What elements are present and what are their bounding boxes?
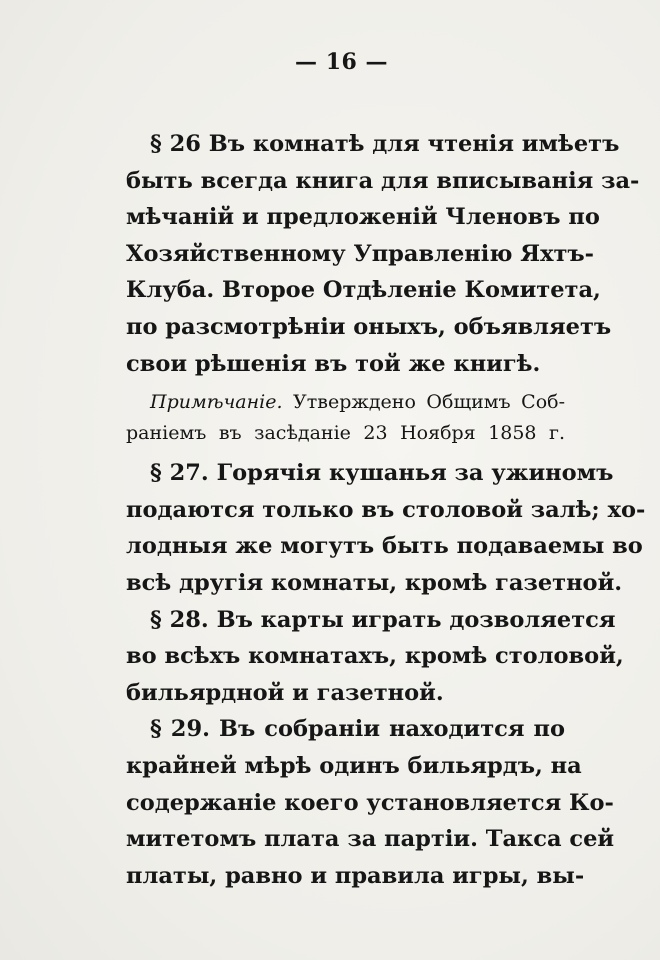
note-block — [126, 387, 565, 449]
section-28 — [126, 602, 624, 712]
section-26 — [126, 126, 640, 382]
text-line: подаются только въ столовой залѣ; хо- — [126, 496, 646, 523]
text-line: бильярдной и газетной. — [126, 679, 444, 706]
note-line — [126, 387, 565, 418]
note-line: раніемъ въ засѣданіе 23 Ноября 1858 г. — [126, 422, 565, 445]
text-line: всѣ другія комнаты, кромѣ газетной. — [126, 569, 623, 596]
note-label: Примѣчаніе. — [150, 391, 283, 414]
text-line: во всѣхъ комнатахъ, кромѣ столовой, — [126, 643, 624, 670]
page-number: — 16 — — [295, 49, 388, 75]
note-text: Утверждено Общимъ Соб- — [282, 391, 565, 414]
text-line: § 28. Въ карты играть дозволяется — [150, 606, 616, 633]
text-line: Клуба. Второе Отдѣленіе Комитета, — [126, 277, 601, 304]
section-29 — [126, 711, 615, 894]
text-line: мѣчаній и предложеній Членовъ по — [126, 204, 600, 231]
text-line: Хозяйственному Управленію Яхтъ- — [126, 240, 595, 267]
text-line: § 27. Горячія кушанья за ужиномъ — [150, 460, 614, 487]
text-line: платы, равно и правила игры, вы- — [126, 862, 585, 889]
text-line: крайней мѣрѣ одинъ бильярдъ, на — [126, 752, 582, 779]
text-line: лодныя же могутъ быть подаваемы во — [126, 533, 643, 560]
text-line: § 29. Въ собраніи находится по — [150, 716, 565, 743]
section-27 — [126, 455, 646, 601]
text-line: свои рѣшенія въ той же книгѣ. — [126, 350, 541, 377]
text-line: § 26 Въ комнатѣ для чтенія имѣетъ — [150, 131, 620, 157]
text-line: по разсмотрѣніи оныхъ, объявляетъ — [126, 313, 612, 340]
text-line: митетомъ плата за партіи. Такса сей — [126, 826, 615, 853]
text-line: быть всегда книга для вписыванія за- — [126, 167, 640, 194]
text-line: содержаніе коего установляется Ко- — [126, 789, 614, 816]
